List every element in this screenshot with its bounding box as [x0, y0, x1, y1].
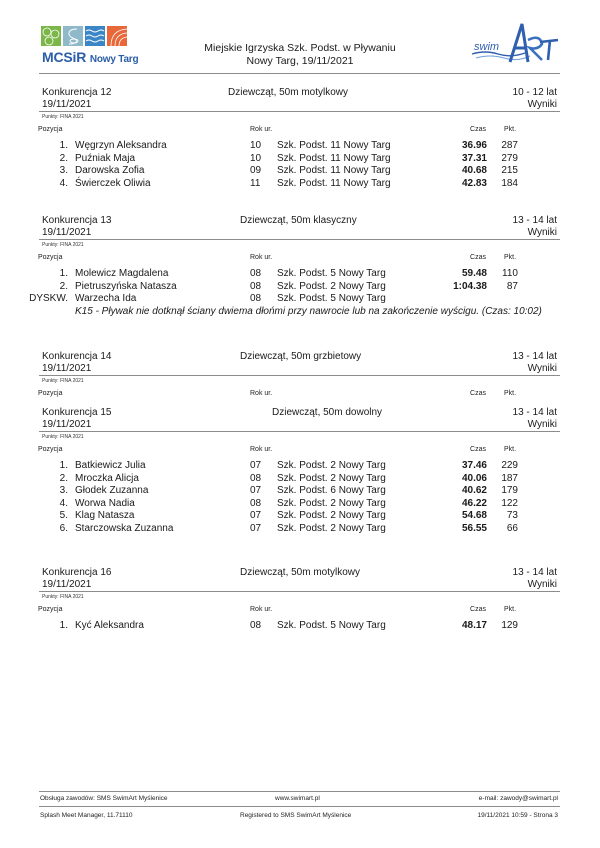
swimmer-name[interactable]: Molewicz Magdalena	[75, 268, 169, 279]
swimmer-name[interactable]: Pietruszyńska Natasza	[75, 280, 177, 292]
result-time: 54.68	[461, 510, 487, 521]
result-time: 40.68	[461, 165, 487, 176]
col-header-year: Rok ur.	[250, 254, 273, 261]
event-divider	[39, 591, 560, 592]
event-divider	[39, 111, 560, 112]
birth-year: 08	[250, 280, 262, 292]
swimmer-name[interactable]: Batkiewicz Julia	[75, 460, 146, 471]
event-divider	[39, 239, 560, 240]
footer-divider-top	[39, 791, 560, 792]
event-age-group: 13 - 14 lat	[512, 567, 557, 578]
swimart-logo-icon	[470, 20, 560, 70]
result-position: 1.	[59, 268, 68, 279]
col-header-points: Pkt.	[504, 126, 517, 133]
event-title: Dziewcząt, 50m klasyczny	[240, 215, 357, 226]
result-position: 3.	[59, 165, 68, 176]
event-age-group: 13 - 14 lat	[512, 351, 557, 362]
birth-year: 08	[250, 472, 262, 484]
col-header-year: Rok ur.	[250, 390, 273, 397]
footer-timestamp-page: 19/11/2021 10:59 - Strona 3	[477, 812, 558, 819]
col-header-position: Pozycja	[38, 390, 63, 397]
col-header-position: Pozycja	[38, 126, 63, 133]
result-position: 2.	[59, 472, 68, 484]
col-header-points: Pkt.	[504, 446, 517, 453]
result-time: 56.55	[461, 522, 487, 534]
swimmer-name[interactable]: Głodek Zuzanna	[75, 485, 149, 496]
club-name[interactable]: Szk. Podst. 5 Nowy Targ	[277, 620, 386, 631]
birth-year: 08	[250, 620, 262, 631]
meet-title: Miejskie Igrzyska Szk. Podst. w Pływaniu	[204, 42, 396, 54]
col-header-year: Rok ur.	[250, 606, 273, 613]
event-date: 19/11/2021	[42, 579, 92, 590]
event-divider	[39, 431, 560, 432]
swimart-logo	[470, 20, 560, 70]
fina-points: 87	[506, 280, 518, 292]
col-header-year: Rok ur.	[250, 446, 273, 453]
event-divider	[39, 375, 560, 376]
logo-brand: MCSiR	[42, 49, 87, 65]
fina-points: 122	[501, 497, 518, 509]
fina-points: 229	[501, 460, 518, 471]
club-name[interactable]: Szk. Podst. 6 Nowy Targ	[277, 485, 386, 496]
result-position: 1.	[59, 620, 68, 631]
swimmer-name[interactable]: Węgrzyn Aleksandra	[75, 140, 167, 151]
club-name[interactable]: Szk. Podst. 5 Nowy Targ	[277, 293, 386, 304]
birth-year: 07	[250, 510, 262, 521]
result-time: 37.46	[461, 460, 487, 471]
swimmer-name[interactable]: Warzecha Ida	[75, 293, 137, 304]
points-system-label: Punkty: FINA 2021	[42, 594, 84, 600]
result-position: 6.	[59, 522, 68, 534]
event-date: 19/11/2021	[42, 363, 92, 374]
fina-points: 287	[501, 140, 518, 151]
fina-points: 73	[506, 510, 518, 521]
swimart-swim-text: swim	[474, 41, 500, 53]
fina-points: 179	[501, 485, 518, 496]
event-date: 19/11/2021	[42, 99, 92, 110]
birth-year: 11	[250, 177, 261, 189]
event-results-label: Wyniki	[527, 99, 557, 110]
swimmer-name[interactable]: Starczowska Zuzanna	[75, 522, 174, 534]
event-date: 19/11/2021	[42, 419, 92, 430]
swimmer-name[interactable]: Świerczek Oliwia	[75, 177, 151, 189]
swimmer-name[interactable]: Mroczka Alicja	[75, 472, 139, 484]
result-time: 36.96	[461, 140, 487, 151]
event-number: Konkurencja 12	[42, 87, 112, 98]
birth-year: 08	[250, 293, 262, 304]
result-position: 2.	[59, 280, 68, 292]
birth-year: 09	[250, 165, 262, 176]
birth-year: 08	[250, 497, 262, 509]
event-title: Dziewcząt, 50m motylkowy	[228, 87, 349, 98]
event-results-label: Wyniki	[527, 227, 557, 238]
result-position: 2.	[59, 152, 68, 164]
logo-city: Nowy Targ	[89, 54, 139, 65]
fina-points: 279	[501, 152, 518, 164]
footer-divider-bottom	[39, 806, 560, 807]
result-time: 46.22	[461, 497, 487, 509]
swimmer-name[interactable]: Darowska Zofia	[75, 165, 145, 176]
result-time: 1:04.38	[453, 280, 487, 292]
event-number: Konkurencja 15	[42, 407, 112, 418]
col-header-points: Pkt.	[504, 254, 517, 261]
club-name[interactable]: Szk. Podst. 11 Nowy Targ	[277, 165, 391, 176]
result-position: 1.	[59, 140, 68, 151]
swimmer-name[interactable]: Puźniak Maja	[75, 152, 136, 164]
footer-website[interactable]: www.swimart.pl	[275, 795, 320, 802]
swimmer-name[interactable]: Worwa Nadia	[75, 497, 135, 509]
club-name[interactable]: Szk. Podst. 11 Nowy Targ	[277, 140, 391, 151]
birth-year: 10	[250, 140, 262, 151]
result-position: 4.	[59, 497, 68, 509]
club-name[interactable]: Szk. Podst. 2 Nowy Targ	[277, 522, 386, 534]
birth-year: 10	[250, 152, 262, 164]
fina-points: 110	[502, 268, 518, 279]
club-name[interactable]: Szk. Podst. 11 Nowy Targ	[277, 177, 391, 189]
event-title: Dziewcząt, 50m grzbietowy	[240, 351, 362, 362]
swimmer-name[interactable]: Kyć Aleksandra	[75, 620, 144, 631]
birth-year: 08	[250, 268, 262, 279]
footer-organizer: Obsługa zawodów: SMS SwimArt Myślenice	[40, 795, 168, 802]
result-position: 4.	[59, 177, 68, 189]
fina-points: 66	[506, 522, 518, 534]
event-results-label: Wyniki	[527, 363, 557, 374]
event-date: 19/11/2021	[42, 227, 92, 238]
result-time: 48.17	[461, 620, 487, 631]
club-name[interactable]: Szk. Podst. 2 Nowy Targ	[277, 497, 386, 509]
fina-points: 215	[501, 165, 518, 176]
col-header-position: Pozycja	[38, 446, 63, 453]
club-name[interactable]: Szk. Podst. 2 Nowy Targ	[277, 472, 386, 484]
birth-year: 07	[250, 485, 262, 496]
col-header-time: Czas	[470, 606, 486, 613]
club-name[interactable]: Szk. Podst. 11 Nowy Targ	[277, 152, 391, 164]
col-header-position: Pozycja	[38, 254, 63, 261]
club-name[interactable]: Szk. Podst. 2 Nowy Targ	[277, 510, 386, 521]
event-age-group: 13 - 14 lat	[512, 407, 557, 418]
points-system-label: Punkty: FINA 2021	[42, 434, 84, 440]
swimmer-name[interactable]: Klag Natasza	[75, 510, 135, 521]
birth-year: 07	[250, 522, 262, 534]
event-age-group: 10 - 12 lat	[512, 87, 557, 98]
event-title: Dziewcząt, 50m motylkowy	[240, 567, 361, 578]
disqualification-note: K15 - Pływak nie dotknął ściany dwiema dłońmi przy nawrocie lub na zakończenie wyścigu. (Czas: 10:02)	[75, 305, 542, 317]
birth-year: 07	[250, 460, 262, 471]
event-number: Konkurencja 13	[42, 215, 112, 226]
points-system-label: Punkty: FINA 2021	[42, 242, 84, 248]
result-time: 40.62	[461, 485, 487, 496]
club-name[interactable]: Szk. Podst. 2 Nowy Targ	[277, 460, 386, 471]
event-number: Konkurencja 14	[42, 351, 112, 362]
col-header-points: Pkt.	[504, 390, 517, 397]
result-time: 40.06	[461, 472, 487, 484]
footer-registration: Registered to SMS SwimArt Myślenice	[240, 812, 352, 819]
col-header-year: Rok ur.	[250, 126, 273, 133]
header-divider	[39, 73, 560, 74]
event-number: Konkurencja 16	[42, 567, 112, 578]
result-position: DYSKW.	[29, 293, 68, 304]
fina-points: 129	[501, 620, 518, 631]
event-results-label: Wyniki	[527, 579, 557, 590]
points-system-label: Punkty: FINA 2021	[42, 114, 84, 120]
result-position: 1.	[59, 460, 68, 471]
result-time: 37.31	[461, 152, 487, 164]
points-system-label: Punkty: FINA 2021	[42, 378, 84, 384]
club-name[interactable]: Szk. Podst. 5 Nowy Targ	[277, 268, 386, 279]
col-header-points: Pkt.	[504, 606, 517, 613]
result-time: 59.48	[461, 268, 487, 279]
result-time: 42.83	[461, 177, 487, 189]
col-header-position: Pozycja	[38, 606, 63, 613]
footer-software: Splash Meet Manager, 11.71110	[40, 812, 133, 819]
event-age-group: 13 - 14 lat	[512, 215, 557, 226]
meet-location-date: Nowy Targ, 19/11/2021	[246, 55, 354, 67]
col-header-time: Czas	[470, 126, 486, 133]
fina-points: 187	[501, 472, 518, 484]
club-name[interactable]: Szk. Podst. 2 Nowy Targ	[277, 280, 386, 292]
result-position: 5.	[59, 510, 68, 521]
col-header-time: Czas	[470, 254, 486, 261]
event-title: Dziewcząt, 50m dowolny	[272, 407, 383, 418]
event-results-label: Wyniki	[527, 419, 557, 430]
col-header-time: Czas	[470, 390, 486, 397]
fina-points: 184	[501, 177, 518, 189]
result-position: 3.	[59, 485, 68, 496]
footer-email[interactable]: e-mail: zawody@swimart.pl	[478, 795, 558, 802]
col-header-time: Czas	[470, 446, 486, 453]
